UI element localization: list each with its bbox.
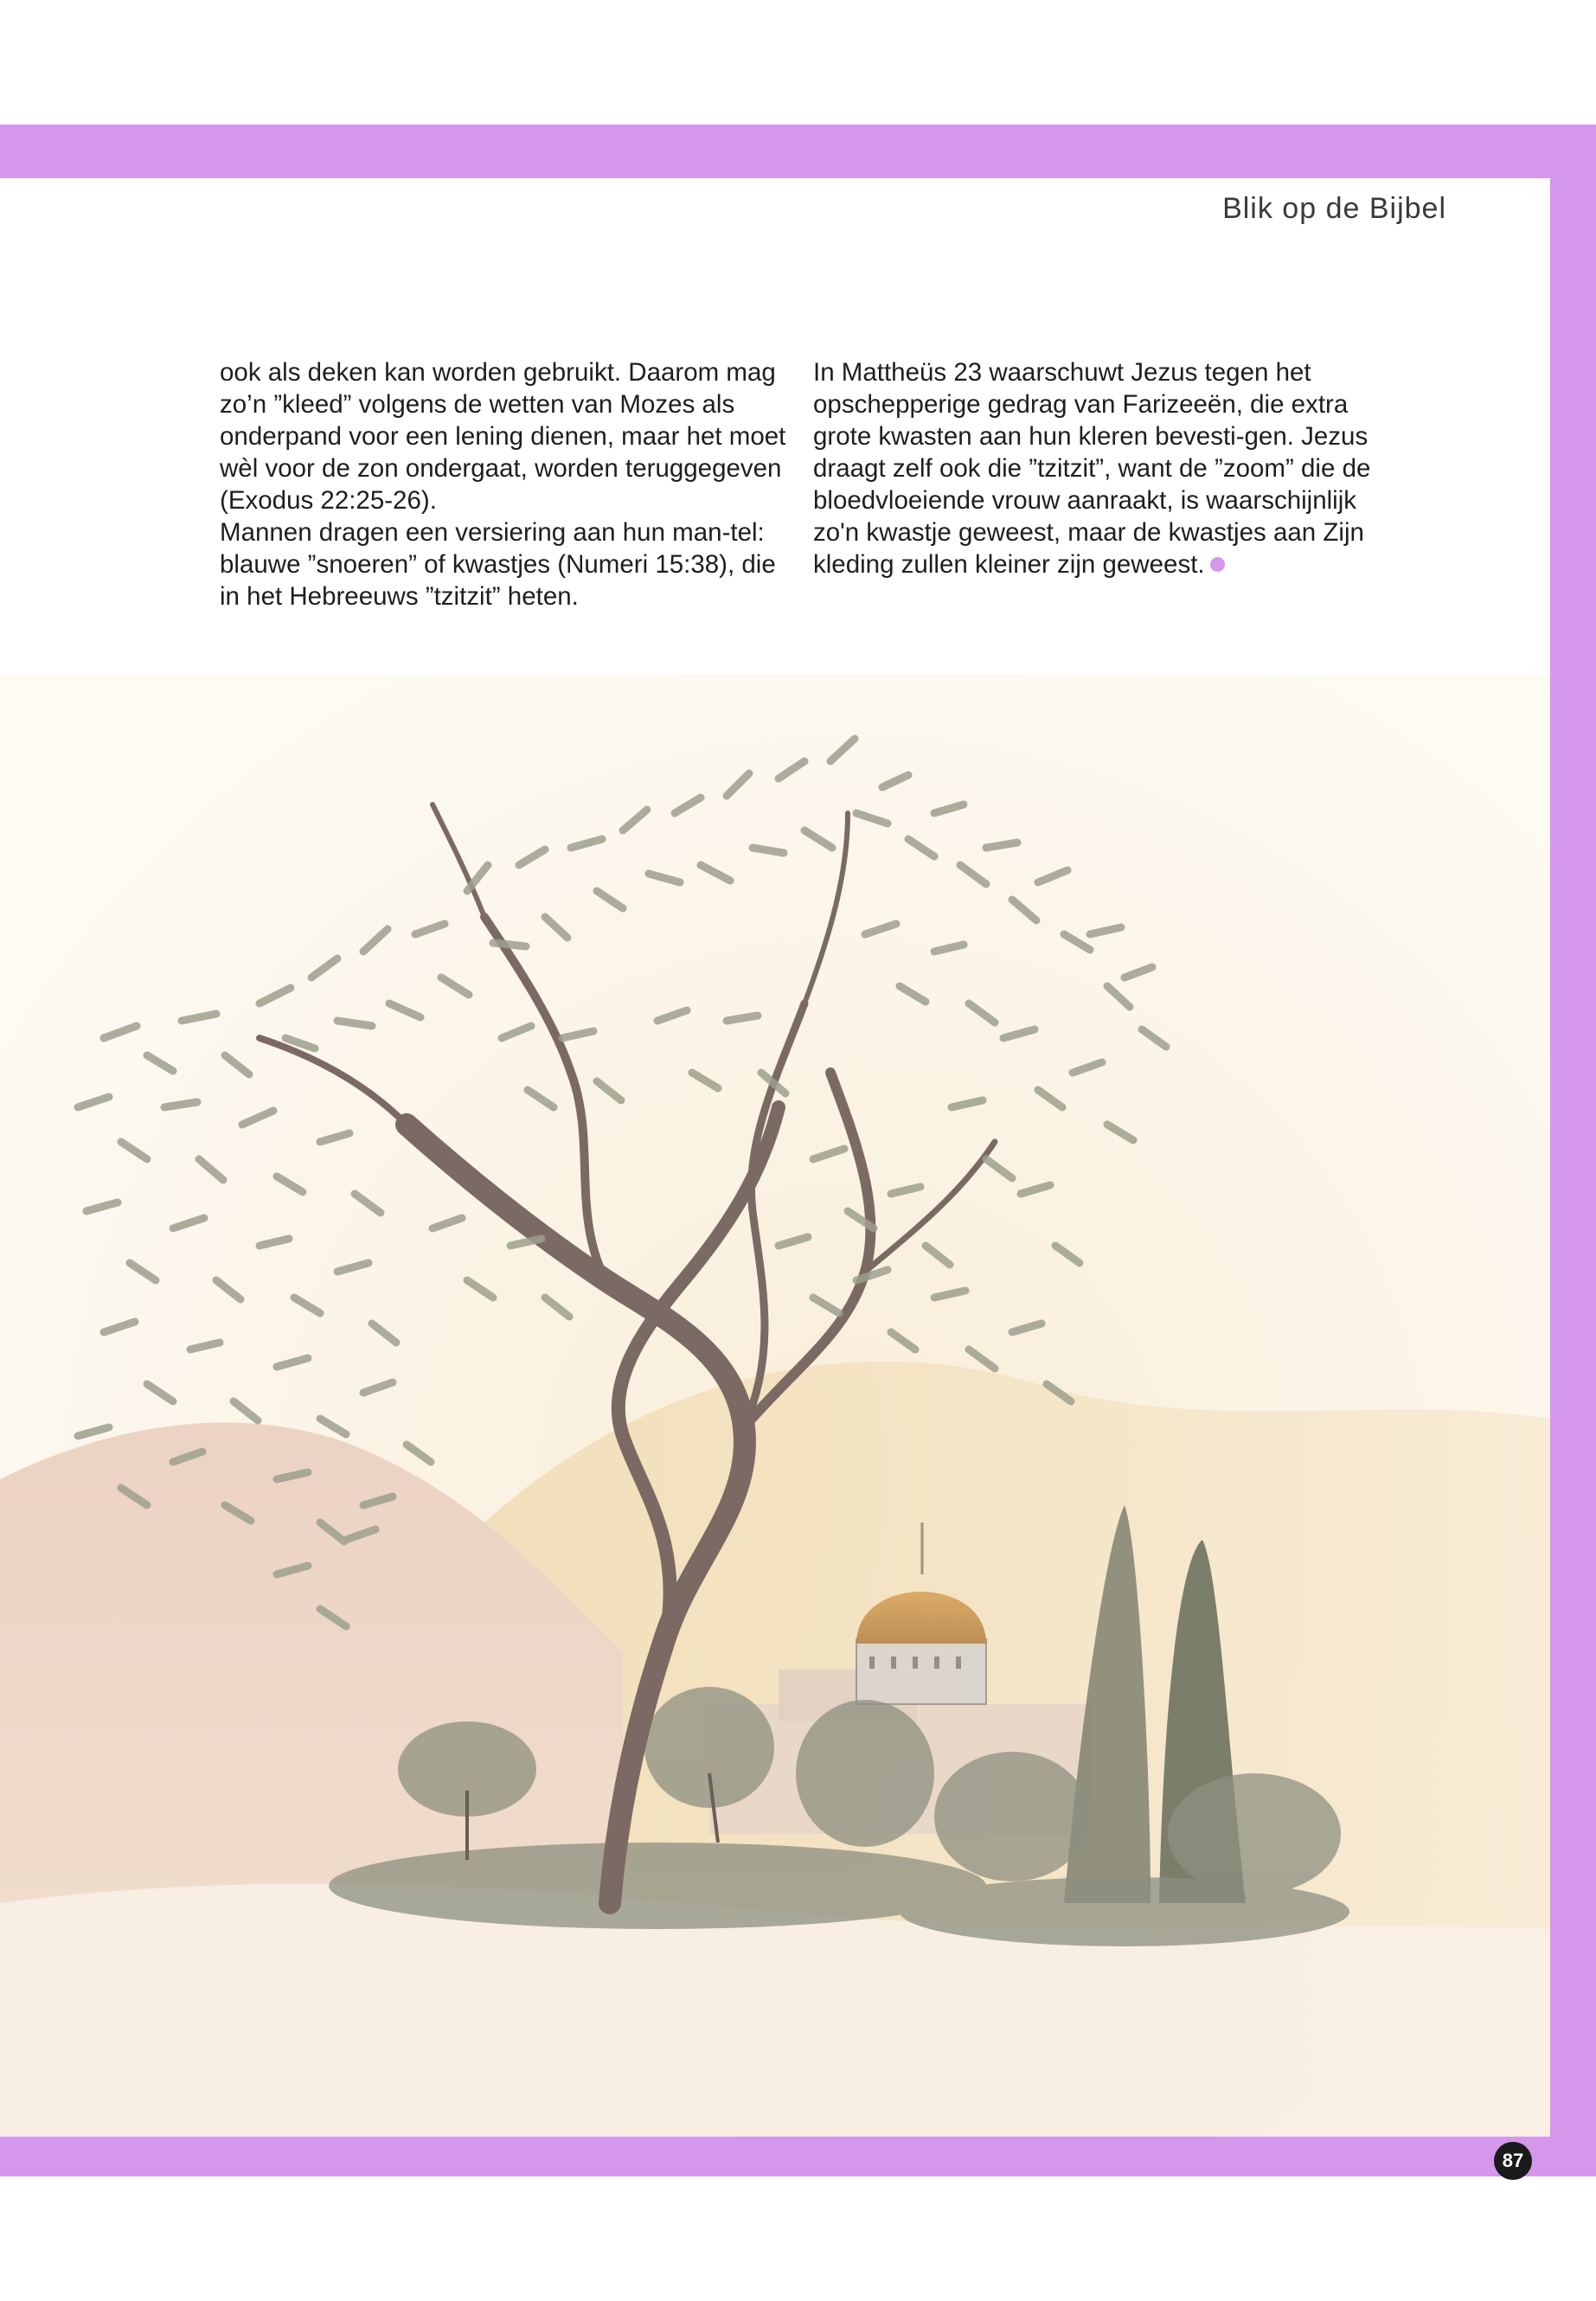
dome-base: [856, 1639, 986, 1704]
article-right-column: [813, 356, 1384, 580]
end-of-article-dot: [1210, 557, 1225, 572]
top-frame-bar: [0, 125, 1596, 178]
article-left-column: [220, 356, 791, 612]
article-paragraph: ook als deken kan worden gebruikt. Daarom mag zo’n ”kleed” volgens de wetten van Mozes als onderpand voor een lening dienen, maar het moet wèl voor de zon ondergaat, worden teruggegeven (Exodus 22:25-26).: [220, 358, 786, 515]
article-paragraph: [813, 356, 1384, 580]
article-paragraph: Mannen dragen een versiering aan hun man-tel: blauwe ”snoeren” of kwastjes (Numeri 15:38), die in het Hebreeuws ”tzitzit” heten.: [220, 518, 776, 611]
bottom-frame-bar: [0, 2137, 1596, 2176]
section-title: Blik op de Bijbel: [1222, 192, 1446, 225]
right-frame-bar: [1550, 125, 1596, 2176]
olive-tree-landscape-illustration: [0, 675, 1550, 2137]
page-number: 87: [1494, 2142, 1532, 2180]
article-paragraph-text: In Mattheüs 23 waarschuwt Jezus tegen het opschepperige gedrag van Farizeeën, die extra grote kwasten aan hun kleren bevesti-gen. Jezus draagt zelf ook die ”tzitzit”, want de ”zoom” die de bloedvloeiende vrouw aanraakt, is waarschijnlijk zo'n kwastje geweest, maar de kwastjes aan Zijn kleding zullen kleiner zijn geweest.: [813, 358, 1371, 579]
